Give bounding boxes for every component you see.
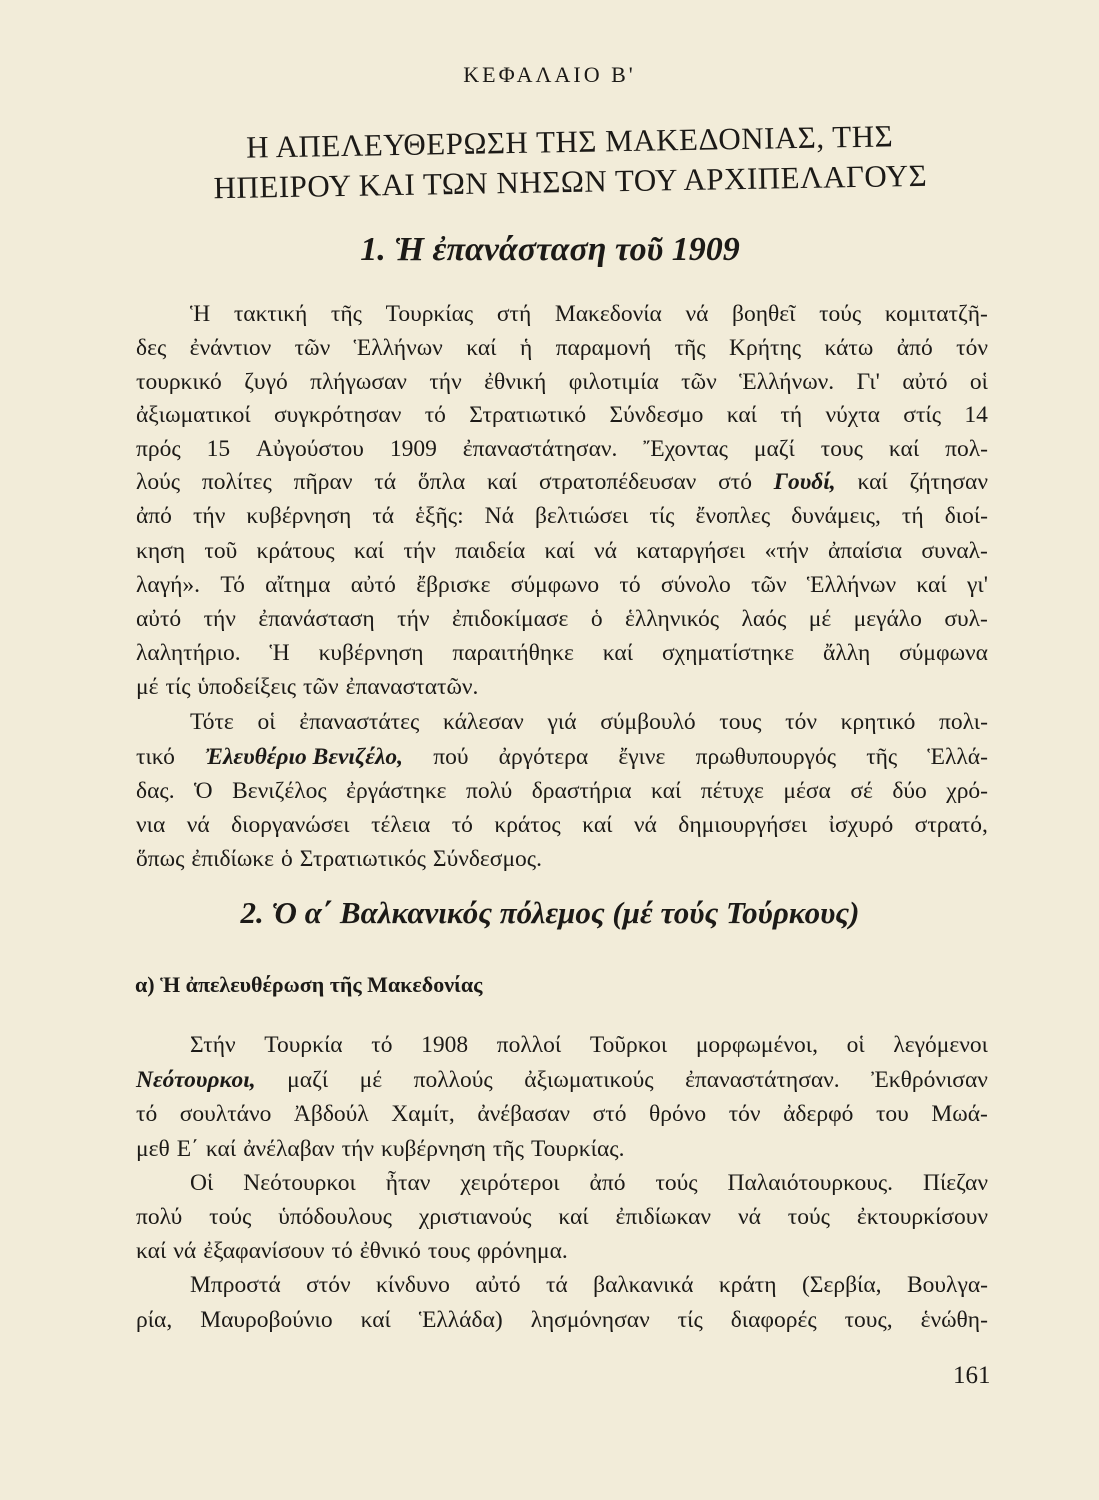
word: Μακεδονία [554, 301, 662, 327]
word: τόν [956, 335, 988, 361]
word: στή [496, 301, 532, 327]
word: καταργήσει [636, 538, 746, 564]
word: Βουλγα- [906, 1272, 988, 1298]
word: ζυγό [244, 369, 288, 395]
word: τόν [728, 1101, 761, 1127]
word: σχηματίστηκε [661, 640, 795, 666]
word: νύχτα [825, 402, 880, 428]
word: κυβέρνηση [380, 1136, 486, 1162]
word: τακτική [233, 301, 308, 327]
word: τό [619, 572, 641, 598]
word: ἐθνικό [359, 1238, 421, 1264]
word: καί [466, 335, 497, 361]
word: δυνάμεις, [791, 503, 881, 529]
word: κράτος [494, 812, 561, 838]
word: οἱ [846, 1032, 865, 1058]
word: λαγή». [136, 572, 201, 598]
word: καί [360, 1307, 391, 1333]
word: καί [544, 538, 575, 564]
word: τέλεια [371, 812, 431, 838]
word: φρόνημα. [477, 1238, 568, 1264]
word: ἐπαναστατῶν. [345, 674, 479, 700]
word: βαλκανικά [593, 1272, 694, 1298]
word: «τήν [764, 538, 809, 564]
word: νά [594, 538, 617, 564]
word: Τότε [190, 709, 234, 735]
word: αἴτημα [265, 572, 331, 598]
word: μέ [808, 606, 832, 632]
word: Ἑλλάδα) [418, 1307, 503, 1333]
word: καί [486, 469, 518, 495]
word: ὑπόδουλους [278, 1204, 392, 1230]
word: τίς [165, 674, 191, 700]
word: ἑνώθη- [920, 1307, 988, 1333]
word: στρατό, [914, 812, 988, 838]
word: νά [633, 812, 657, 838]
text-line [136, 808, 988, 842]
word: Στρατιωτικό [469, 402, 587, 428]
text-line [136, 774, 988, 808]
word: χρό- [946, 778, 988, 804]
word: σύνολο [660, 572, 731, 598]
word: Ἀβδούλ [293, 1101, 369, 1127]
text-line [190, 1268, 988, 1302]
page-number: 161 [953, 1362, 991, 1389]
word: τους, [844, 1307, 893, 1333]
word: ἐκτουρκίσουν [856, 1204, 988, 1230]
word: καί [602, 640, 634, 666]
emphasized-name: Νεότουρκοι, [136, 1067, 256, 1093]
word: Τοῦρκοι [589, 1032, 668, 1058]
word: τούς [209, 1204, 252, 1230]
word: ἀπό [589, 1170, 626, 1196]
word: ἑξῆς: [415, 503, 464, 529]
word: Πίεζαν [923, 1170, 988, 1196]
word: τους [719, 709, 762, 735]
word: Στήν [190, 1032, 236, 1058]
word: χειρότεροι [460, 1170, 560, 1196]
word: ἀξιωματικούς [524, 1067, 654, 1093]
word: διοί- [944, 503, 988, 529]
word: ἐπιδίωκε [191, 846, 275, 872]
word: ὁ [281, 846, 293, 872]
word: Σύνδεσμος. [432, 846, 542, 872]
word: τούς [787, 1204, 830, 1230]
word: ἔνοπλες [695, 503, 771, 529]
word: οἱ [257, 709, 276, 735]
word: τούς [819, 301, 862, 327]
word: Ἡ [190, 301, 211, 327]
word: κάτω [824, 335, 874, 361]
word: τῶν [681, 369, 717, 395]
word: Ἑλλήνων. [739, 369, 835, 395]
word: στό [718, 469, 752, 495]
word: του [875, 1101, 909, 1127]
word: κάλεσαν [442, 709, 524, 735]
word: τό [371, 1032, 393, 1058]
word: παιδεία [455, 538, 526, 564]
word: τό [331, 1238, 353, 1264]
word: κράτους [256, 538, 335, 564]
text-line [136, 842, 988, 876]
subsection-title: α) Ἡ ἀπελευθέρωση τῆς Μακεδονίας [135, 972, 483, 997]
word: τουρκικό [136, 369, 222, 395]
chapter-title [149, 115, 990, 210]
word: ἑλληνικός [625, 606, 720, 632]
word: πού [433, 744, 469, 770]
text-line [190, 1028, 988, 1062]
word: καί [205, 1136, 237, 1162]
word: κρητικό [840, 709, 916, 735]
word: Μαυροβούνιο [200, 1307, 333, 1333]
word: ἦταν [385, 1170, 431, 1196]
word: τό [451, 812, 473, 838]
word: τήν [397, 606, 430, 632]
word: καί [558, 1204, 589, 1230]
word: 15 [206, 436, 231, 462]
word: πέτυχε [700, 778, 764, 804]
text-line [136, 331, 988, 365]
word: τίς [649, 503, 675, 529]
word: πρός [136, 436, 181, 462]
word: τους [820, 436, 863, 462]
text-line [136, 1132, 988, 1166]
word: ἀπαίσια [827, 538, 903, 564]
word: ἀξιωματικοί [136, 402, 251, 428]
word: κυβέρνηση [246, 503, 352, 529]
word: αὐτό [136, 606, 182, 632]
word: μέ [359, 1067, 383, 1093]
word: Κρήτης [729, 335, 802, 361]
word: Ἑλλά- [927, 744, 988, 770]
word: πῆραν [293, 469, 353, 495]
chapter-title-line-2: ΗΠΕΙΡΟΥ ΚΑΙ ΤΩΝ ΝΗΣΩΝ ΤΟΥ ΑΡΧΙΠΕΛΑΓΟΥΣ [213, 157, 928, 206]
word: Τουρκίας. [530, 1136, 625, 1162]
word: τό [136, 1101, 158, 1127]
word: Βενιζέλος [232, 778, 327, 804]
word: τή [901, 503, 924, 529]
word: τά [374, 469, 397, 495]
word: ἐθνική [484, 369, 547, 395]
text-line [136, 465, 988, 499]
word: τήν [203, 606, 236, 632]
word: λαλητήριο. [136, 640, 241, 666]
word: τήν [403, 538, 436, 564]
text-line [136, 568, 988, 602]
word: τά [545, 1272, 568, 1298]
word: στόν [306, 1272, 351, 1298]
word: τοῦ [204, 538, 238, 564]
text-line [190, 705, 988, 739]
word: ἀνέβασαν [477, 1101, 571, 1127]
word: αὐτό [902, 369, 948, 395]
word: τόν [785, 709, 817, 735]
word: αὐτό [475, 1272, 521, 1298]
word: λούς [136, 469, 181, 495]
word: πολ- [945, 436, 988, 462]
word: βοηθεῖ [732, 301, 796, 327]
word: στίς [903, 402, 942, 428]
text-line [136, 1063, 988, 1097]
word: ζήτησαν [909, 469, 988, 495]
word: νια [136, 812, 166, 838]
word: ἐπαναστάτησαν. [462, 436, 618, 462]
word: μαζί [287, 1067, 329, 1093]
word: κίνδυνο [376, 1272, 450, 1298]
word: μεγάλο [853, 606, 922, 632]
word: ἀπό [136, 503, 172, 529]
word: ἐπαναστάτες [299, 709, 420, 735]
word: χριστιανούς [418, 1204, 532, 1230]
word: ἐνάντιον [189, 335, 272, 361]
word: κυβέρνηση [318, 640, 424, 666]
emphasized-name: Γουδί, [773, 469, 836, 495]
word: γιά [547, 709, 577, 735]
word: τούς [655, 1170, 698, 1196]
word: κηση [136, 538, 186, 564]
word: Ἑλλήνων [806, 572, 897, 598]
word: μαζί [753, 436, 795, 462]
text-line [136, 1303, 988, 1337]
word: 14 [964, 402, 988, 428]
word: μεθ [136, 1136, 170, 1162]
word: βελτιώσει [535, 503, 629, 529]
word: σέ [850, 778, 873, 804]
word: ἀνέλαβαν [243, 1136, 335, 1162]
word: μέ [136, 674, 159, 700]
word: Τουρκία [264, 1032, 343, 1058]
word: λαός [741, 606, 787, 632]
emphasized-name: Ἐλευθέριο Βενιζέλο, [205, 744, 404, 770]
text-line [136, 740, 988, 774]
word: Παλαιότουρκους. [727, 1170, 894, 1196]
word: δύο [892, 778, 927, 804]
text-line [136, 534, 988, 568]
word: ἐπιδίωκαν [615, 1204, 712, 1230]
word: ὅπλα [417, 469, 466, 495]
word: θρόνο [649, 1101, 707, 1127]
word: τῶν [751, 572, 787, 598]
word: Στρατιωτικός [299, 846, 426, 872]
word: ἡ [519, 335, 533, 361]
word: ἔγινε [618, 744, 666, 770]
chapter-title-line-1: Η ΑΠΕΛΕΥΘΕΡΩΣΗ ΤΗΣ ΜΑΚΕΔΟΝΙΑΣ, ΤΗΣ [245, 118, 894, 165]
text-line [136, 670, 988, 704]
word: τικό [136, 744, 175, 770]
text-line [136, 636, 988, 670]
word: ἀργότερα [498, 744, 589, 770]
word: Τό [220, 572, 245, 598]
word: νά [737, 1204, 761, 1230]
word: σύμβουλό [600, 709, 696, 735]
word: πολλούς [413, 1067, 493, 1093]
word: καί [726, 402, 758, 428]
word: δες [136, 335, 167, 361]
word: Ε΄ [176, 1136, 199, 1162]
word: στρατοπέδευσαν [539, 469, 697, 495]
word: σύμφωνα [899, 640, 988, 666]
word: Σύνδεσμο [609, 402, 704, 428]
section-2-title: 2. Ὁ α΄ Βαλκανικός πόλεμος (μέ τούς Τούρκους) [240, 895, 860, 930]
word: τά [372, 503, 395, 529]
word: πολλοί [496, 1032, 562, 1058]
word: συναλ- [921, 538, 988, 564]
word: ἐργάστηκε [346, 778, 447, 804]
word: Ἡ [269, 640, 290, 666]
word: Νά [484, 503, 514, 529]
word: Χαμίτ, [391, 1101, 455, 1127]
word: τῆς [866, 744, 898, 770]
text-line [190, 297, 988, 331]
word: ἐπαναστάτησαν. [685, 1067, 840, 1093]
word: Γι' [856, 369, 880, 395]
word: Τουρκίας [385, 301, 474, 327]
word: τῶν [303, 674, 339, 700]
word: νά [173, 1238, 197, 1264]
word: Νεότουρκοι [243, 1170, 356, 1196]
text-line [136, 365, 988, 399]
word: παραιτήθηκε [452, 640, 574, 666]
word: οἱ [969, 369, 988, 395]
text-line [190, 1166, 988, 1200]
word: καί [582, 812, 613, 838]
text-line [136, 398, 988, 432]
word: ὑποδείξεις [197, 674, 297, 700]
word: στό [592, 1101, 627, 1127]
word: ἔβρισκε [416, 572, 491, 598]
word: πλήγωσαν [310, 369, 407, 395]
word: δας. [136, 778, 175, 804]
word: νά [186, 812, 210, 838]
word: γι' [967, 572, 988, 598]
word: δραστήρια [531, 778, 632, 804]
word: καί [353, 538, 385, 564]
word: πολίτες [201, 469, 272, 495]
word: Ὁ [194, 778, 213, 804]
word: Μπροστά [190, 1272, 281, 1298]
word: πολι- [939, 709, 988, 735]
word: ρία, [136, 1307, 173, 1333]
word: παραμονή [555, 335, 652, 361]
section-1-title: 1. Ἡ ἐπανάσταση τοῦ 1909 [360, 231, 740, 268]
word: ἰσχυρό [828, 812, 894, 838]
word: διαφορές [730, 1307, 817, 1333]
word: τους [427, 1238, 471, 1264]
word: μέσα [783, 778, 831, 804]
word: ἐπιδοκίμασε [451, 606, 569, 632]
word: κομιτατζῆ- [884, 301, 988, 327]
word: καί [651, 778, 682, 804]
word: Ἐκθρόνισαν [871, 1067, 988, 1093]
word: τῆς [330, 301, 362, 327]
word: ὁ [590, 606, 603, 632]
word: Ἔχοντας [643, 436, 728, 462]
text-line [136, 1097, 988, 1131]
word: 1909 [389, 436, 437, 462]
word: πολύ [136, 1204, 183, 1230]
text-line [136, 602, 988, 636]
word: καί [916, 572, 947, 598]
word: 1908 [421, 1032, 469, 1058]
word: τό [424, 402, 446, 428]
word: ὅπως [136, 846, 185, 872]
word: ἐπανάσταση [258, 606, 375, 632]
word: ἄλλη [823, 640, 871, 666]
word: τήν [341, 1136, 374, 1162]
text-line [136, 499, 988, 533]
word: συγκρότησαν [274, 402, 402, 428]
word: καί [888, 436, 920, 462]
word: τή [780, 402, 803, 428]
word: λεγόμενοι [893, 1032, 988, 1058]
word: Αὐγούστου [256, 436, 364, 462]
word: σουλτάνο [179, 1101, 272, 1127]
word: πολύ [466, 778, 513, 804]
word: καί [857, 469, 888, 495]
word: τῆς [674, 335, 706, 361]
text-line [136, 1234, 988, 1268]
text-line [136, 1200, 988, 1234]
word: Μωά- [931, 1101, 988, 1127]
word: τήν [192, 503, 226, 529]
word: νά [685, 301, 709, 327]
word: αὐτό [350, 572, 396, 598]
word: τῆς [492, 1136, 524, 1162]
word: σύμφωνο [510, 572, 600, 598]
word: ἀδερφό [783, 1101, 854, 1127]
chapter-label: ΚΕΦΑΛΑΙΟ Β' [463, 62, 636, 87]
word: μορφωμένοι, [695, 1032, 818, 1058]
word: Οἱ [190, 1170, 214, 1196]
word: πρωθυπουργός [695, 744, 836, 770]
word: τίς [677, 1307, 703, 1333]
word: κράτη [718, 1272, 777, 1298]
word: τῶν [294, 335, 331, 361]
word: καί [136, 1238, 167, 1264]
word: διοργανώσει [231, 812, 350, 838]
word: φιλοτιμία [568, 369, 659, 395]
word: ἀπό [896, 335, 933, 361]
word: λησμόνησαν [530, 1307, 650, 1333]
word: συλ- [944, 606, 988, 632]
text-line [136, 432, 988, 466]
word: τήν [429, 369, 462, 395]
word: (Σερβία, [801, 1272, 882, 1298]
word: δημιουργήσει [678, 812, 808, 838]
word: Ἑλλήνων [353, 335, 443, 361]
word: ἐξαφανίσουν [203, 1238, 325, 1264]
